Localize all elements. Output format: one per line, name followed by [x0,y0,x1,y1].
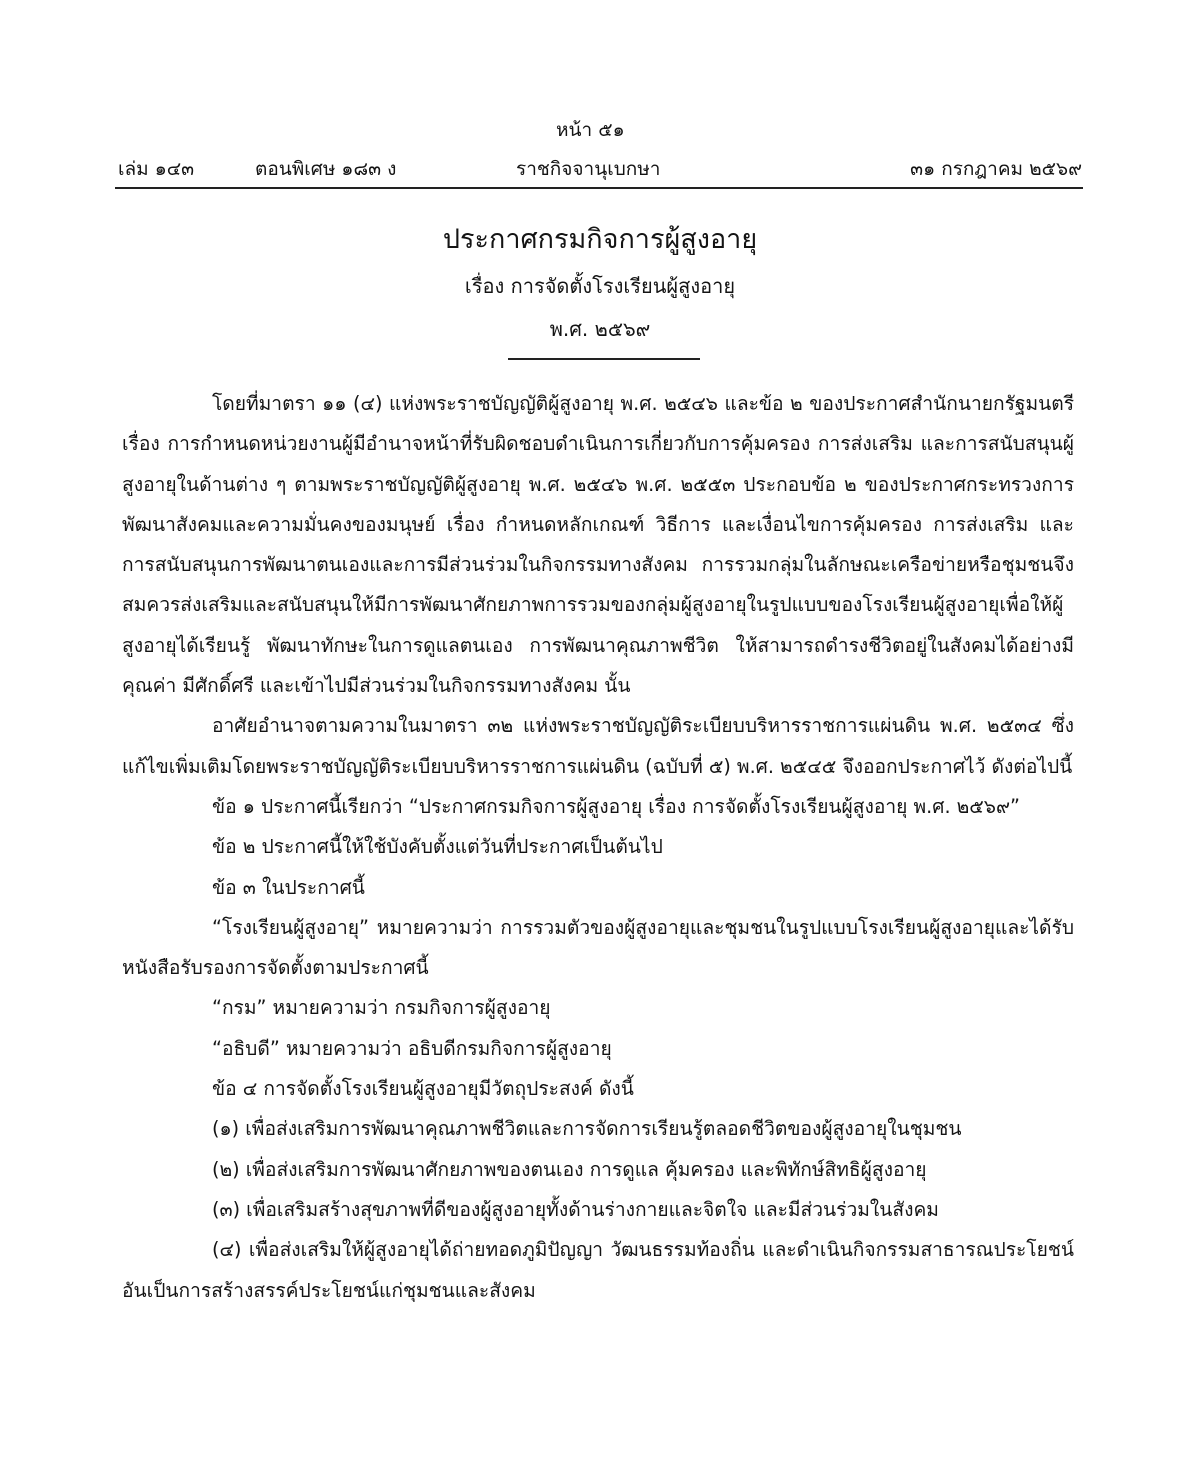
objective-4: (๔) เพื่อส่งเสริมให้ผู้สูงอายุได้ถ่ายทอดภูมิปัญญา วัฒนธรรมท้องถิ่น และดำเนินกิจกรรมสาธารณประโยชน์ อันเป็นการสร้างสรรค์ประโยชน์แก่ชุมชนและสังคม [122,1238,1074,1302]
section-number: ตอนพิเศษ ๑๘๓ ง [255,158,397,180]
authority-paragraph: อาศัยอำนาจตามความในมาตรา ๓๒ แห่งพระราชบัญญัติระเบียบบริหารราชการแผ่นดิน พ.ศ. ๒๕๓๔ ซึ่งแก้ไขเพิ่มเติมโดยพระราชบัญญัติระเบียบบริหารราชการแผ่นดิน (ฉบับที่ ๕) พ.ศ. ๒๕๔๕ จึงออกประกาศไว้ ดังต่อไปนี้ [122,714,1074,778]
clause-1: ข้อ ๑ ประกาศนี้เรียกว่า “ประกาศกรมกิจการผู้สูงอายุ เรื่อง การจัดตั้งโรงเรียนผู้สูงอายุ พ.ศ. ๒๕๖๙” [212,794,1020,818]
definition-elderly-school: “โรงเรียนผู้สูงอายุ” หมายความว่า การรวมตัวของผู้สูงอายุและชุมชนในรูปแบบโรงเรียนผู้สูงอายุและได้รับหนังสือรับรองการจัดตั้งตามประกาศนี้ [122,915,1074,980]
preamble-paragraph: โดยที่มาตรา ๑๑ (๔) แห่งพระราชบัญญัติผู้สูงอายุ พ.ศ. ๒๕๔๖ และข้อ ๒ ของประกาศสำนักนายกรัฐมนตรี เรื่อง การกำหนดหน่วยงานผู้มีอำนาจหน้าที่รับผิดชอบดำเนินการเกี่ยวกับการคุ้มครอง การส่งเสริม และการสนับสนุนผู้สูงอายุในด้านต่าง ๆ ตามพระราชบัญญัติผู้สูงอายุ พ.ศ. ๒๕๔๖ พ.ศ. ๒๕๕๓ ประกอบข้อ ๒ ของประกาศกระทรวงการพัฒนาสังคมและความมั่นคงของมนุษย์ เรื่อง กำหนดหลักเกณฑ์ วิธีการ และเงื่อนไขการคุ้มครอง การส่งเสริม และการสนับสนุนการพัฒนาตนเองและการมีส่วนร่วมในกิจกรรมทางสังคม การรวมกลุ่มในลักษณะเครือข่ายหรือชุมชนจึงสมควรส่งเสริมและสนับสนุนให้มีการพัฒนาศักยภาพการรวมของกลุ่มผู้สูงอายุในรูปแบบของโรงเรียนผู้สูงอายุเพื่อให้ผู้สูงอายุได้เรียนรู้ พัฒนาทักษะในการดูแลตนเอง การพัฒนาคุณภาพชีวิต ให้สามารถดำรงชีวิตอยู่ในสังคมได้อย่างมีคุณค่า มีศักดิ์ศรี และเข้าไปมีส่วนร่วมในกิจกรรมทางสังคม นั้น [122,392,1074,698]
definition-director-general: “อธิบดี” หมายความว่า อธิบดีกรมกิจการผู้สูงอายุ [212,1036,612,1060]
clause-4: ข้อ ๔ การจัดตั้งโรงเรียนผู้สูงอายุมีวัตถุประสงค์ ดังนี้ [212,1077,634,1101]
announcement-year: พ.ศ. ๒๕๖๙ [549,317,651,341]
objective-1: (๑) เพื่อส่งเสริมการพัฒนาคุณภาพชีวิตและการจัดการเรียนรู้ตลอดชีวิตของผู้สูงอายุในชุมชน [212,1117,962,1141]
announcement-title: ประกาศกรมกิจการผู้สูงอายุ [442,224,758,255]
definition-department: “กรม” หมายความว่า กรมกิจการผู้สูงอายุ [212,996,551,1020]
announcement-subject: เรื่อง การจัดตั้งโรงเรียนผู้สูงอายุ [464,274,736,298]
announcement-body [122,384,1074,1311]
publication-date: ๓๑ กรกฎาคม ๒๕๖๙ [910,158,1082,180]
header-divider [115,187,1083,189]
clause-3: ข้อ ๓ ในประกาศนี้ [212,875,365,899]
clause-2: ข้อ ๒ ประกาศนี้ให้ใช้บังคับตั้งแต่วันที่ประกาศเป็นต้นไป [212,835,663,859]
title-divider [508,358,700,360]
publication-name: ราชกิจจานุเบกษา [516,158,661,180]
page-number: หน้า ๕๑ [556,119,625,141]
objective-2: (๒) เพื่อส่งเสริมการพัฒนาศักยภาพของตนเอง การดูแล คุ้มครอง และพิทักษ์สิทธิผู้สูงอายุ [212,1157,927,1181]
objective-3: (๓) เพื่อเสริมสร้างสุขภาพที่ดีของผู้สูงอายุทั้งด้านร่างกายและจิตใจ และมีส่วนร่วมในสังคม [212,1197,939,1221]
volume-number: เล่ม ๑๔๓ [118,158,195,180]
